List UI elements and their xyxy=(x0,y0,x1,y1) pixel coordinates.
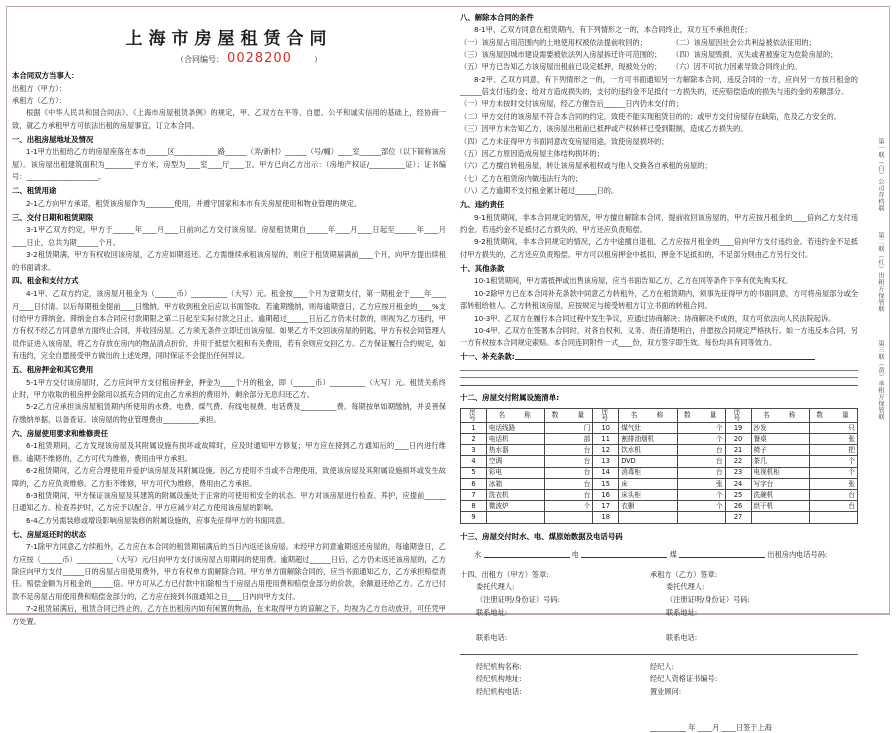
lessee-address[interactable]: 联系地址: xyxy=(666,608,698,618)
cell-quantity-unit[interactable] xyxy=(545,512,593,523)
lessee-sign-heading[interactable]: 承租方（乙方）签章: xyxy=(650,569,718,579)
section-9-heading: 九、违约责任 xyxy=(460,199,505,209)
cell-quantity-unit[interactable]: 台 xyxy=(677,456,725,467)
cell-index: 19 xyxy=(725,422,751,433)
lessor-agent[interactable]: 委托代理人: xyxy=(476,582,515,592)
section-8-cond-2a: （三）该房屋因城市建设需要被依法列入房屋拆迁许可范围的； xyxy=(460,49,662,59)
cell-index: 4 xyxy=(461,456,487,467)
cell-item-name xyxy=(619,512,678,523)
section-9-para-1: 9-1租赁期间，非本合同规定的情况，甲方擅自解除本合同，提前收回该房屋的，甲方应按月租金的____倍向乙方支付违约金。若违约金不足抵付乙方损失的，甲方还应负责赔偿。 xyxy=(460,212,858,235)
cell-index: 26 xyxy=(725,501,751,512)
cell-index: 23 xyxy=(725,467,751,478)
lessor-phone[interactable]: 联系电话: xyxy=(476,632,508,642)
cell-index: 9 xyxy=(461,512,487,523)
section-10-para-2: 10-2除甲方已在本合同补充条款中同意乙方转租外，乙方在租赁期内，须事先征得甲方的书面同意，方可将房屋部分或全部转租给他人。乙方转租该房屋，应按规定与接受转租方订立书面的转租合同。 xyxy=(460,288,858,311)
phone-label: 出租房内电话号码: xyxy=(767,550,828,560)
section-8-item-7: （七）乙方在租赁房内做违法行为的； xyxy=(460,173,583,183)
contract-number-line xyxy=(12,51,446,66)
th-qty-3: 数 量 xyxy=(810,408,858,422)
cell-quantity-unit[interactable]: 把 xyxy=(810,445,858,456)
section-6-para-1: 6-1租赁期间，乙方发现该房屋及其附属设施有损坏或故障时，应及时通知甲方修复；甲方应在接到乙方通知后的____日内进行维修。逾期不维修的，乙方可代为维修，费用由甲方承担。 xyxy=(12,441,446,463)
th-name-2: 名 称 xyxy=(619,408,678,422)
broker-divider xyxy=(460,654,858,655)
section-7-para-1: 7-1除甲方同意乙方续租外，乙方应在本合同的租赁期届满后的当日内返还该房屋。未经甲方同意逾期返还房屋的，每逾期壹日，乙方应按（______币）__________（大写）元/日向甲方支付该房屋占用期间的使用费。逾期超过______日后，乙方仍未返还该房屋的，乙方除应向甲方支付______日的房屋占用使用费外，甲方有权单方面解除合同。甲方单方面解除合同的，应当书面通知乙方，乙方承担赔偿责任。赔偿金额为月租金的______倍。甲方可从乙方已付款中扣除相当于房屋占用使用费和赔偿金部分的价款，余额退还给乙方。乙方已付款不足房屋占用使用费和赔偿金部分的，乙方应在接到书面通知之日____日内向甲方支付。 xyxy=(12,542,446,601)
th-no-2: 序 号 xyxy=(593,408,619,422)
cell-quantity-unit[interactable]: 台 xyxy=(677,467,725,478)
lessee-sig-spacer xyxy=(650,620,850,632)
section-8-cond-1b: （二）该房屋因社会公共利益被依法征用的； xyxy=(672,37,816,47)
cell-index: 24 xyxy=(725,478,751,489)
cell-quantity-unit[interactable]: 台 xyxy=(545,489,593,500)
cell-quantity-unit[interactable]: 个 xyxy=(677,501,725,512)
table-row xyxy=(461,512,858,523)
cell-index: 6 xyxy=(461,478,487,489)
lessor-sign-heading[interactable]: 十四、出租方（甲方）签章: xyxy=(460,569,549,579)
section-10-para-4: 10-4甲、乙双方在签署本合同时，对各自权利、义务、责任清楚明白，并愿按合同规定严格执行。如一方违反本合同，另一方有权按本合同规定索赔。本合同连同附件一式____份，双方签字即生效。每份均具有同等效力。 xyxy=(460,325,858,348)
cell-index: 18 xyxy=(593,512,619,523)
cell-item-name: 餐桌 xyxy=(751,434,810,445)
section-8-item-2: （二）甲方交付的该房屋不符合本合同的约定，致使不能实现租赁目的的；或甲方交付房屋存在缺陷，危及乙方安全的。 xyxy=(460,111,841,121)
cell-quantity-unit[interactable]: 张 xyxy=(810,478,858,489)
section-10-para-1: 10-1租赁期间，甲方需抵押或出售该房屋，应当书面告知乙方，乙方在同等条件下享有优先购买权。 xyxy=(474,276,793,286)
cell-index: 22 xyxy=(725,456,751,467)
cell-index: 14 xyxy=(593,467,619,478)
lessee-id-no[interactable]: （注册证明/身份证）号码: xyxy=(666,595,750,605)
broker-person-column xyxy=(650,661,850,699)
side-strip-copy-1: 第一联（白）公司存档联 xyxy=(877,138,884,212)
table-row xyxy=(461,501,858,512)
th-name-1: 名 称 xyxy=(486,408,545,422)
lessee-agent[interactable]: 委托代理人: xyxy=(666,582,705,592)
section-8-condition-row xyxy=(460,49,858,61)
section-6-para-3: 6-3租赁期间，甲方保证该房屋及其建筑的附属设施处于正常的可使用和安全的状态。甲方对该房屋进行检查、养护，应提前______日通知乙方。检查养护时，乙方应予以配合。甲方应减少对乙方使用该房屋的影响。 xyxy=(12,490,446,513)
th-name-3: 名 称 xyxy=(751,408,810,422)
section-8-item-3: （三）因甲方未告知乙方，该房屋出租前已抵押或产权转移已受到限制，造成乙方损失的。 xyxy=(460,124,748,134)
cell-quantity-unit[interactable]: 部 xyxy=(545,434,593,445)
electric-input[interactable] xyxy=(581,549,667,558)
right-column xyxy=(460,10,858,733)
cell-item-name: 饮水机 xyxy=(619,445,678,456)
lessor-signature-column xyxy=(460,569,640,645)
lessee-signature-column xyxy=(650,569,850,645)
th-no-3: 序 号 xyxy=(725,408,751,422)
cell-index: 1 xyxy=(461,422,487,433)
lessee-line: 承租方（乙方）： xyxy=(12,96,66,106)
contract-number-value: 0028200 xyxy=(227,51,292,66)
cell-quantity-unit[interactable]: 台 xyxy=(545,456,593,467)
cell-index: 27 xyxy=(725,512,751,523)
cell-quantity-unit[interactable]: 个 xyxy=(810,456,858,467)
broker-name[interactable]: 经纪人: xyxy=(650,661,674,671)
cell-index: 10 xyxy=(593,422,619,433)
page-frame-left xyxy=(6,6,7,615)
cell-item-name: 床头柜 xyxy=(619,489,678,500)
lessee-phone[interactable]: 联系电话: xyxy=(666,632,698,642)
cell-index: 21 xyxy=(725,445,751,456)
cell-quantity-unit[interactable] xyxy=(810,512,858,523)
cell-quantity-unit[interactable]: 台 xyxy=(810,501,858,512)
section-8-condition-row xyxy=(460,61,858,73)
section-6-para-2: 6-2租赁期间，乙方应合理使用并爱护该房屋及其附属设施。因乙方使用不当或不合理使用，致使该房屋及其附属设施损坏或发生故障的，乙方应负责维修。乙方拒不维修，甲方可代为维修，费用由乙方承担。 xyxy=(12,466,446,488)
signature-block xyxy=(460,569,858,647)
lessor-address[interactable]: 联系地址: xyxy=(476,608,508,618)
cell-item-name: 沙发 xyxy=(751,422,810,433)
cell-index: 13 xyxy=(593,456,619,467)
page-title: 上海市房屋租赁合同 xyxy=(125,29,333,49)
cell-item-name: 热水器 xyxy=(486,445,545,456)
section-3-para-1: 3-1甲乙双方约定，甲方于______年____月____日前向乙方交付该房屋。房屋租赁期自______年____月____日起至______年____月____日止，总共为期______个月。 xyxy=(12,225,446,247)
cell-item-name: 衣橱 xyxy=(619,501,678,512)
cell-quantity-unit[interactable]: 个 xyxy=(545,501,593,512)
cell-item-name: 电话线路 xyxy=(486,422,545,433)
table-row xyxy=(461,434,858,445)
cell-item-name: 写字台 xyxy=(751,478,810,489)
gas-input[interactable] xyxy=(679,549,765,558)
section-7-heading: 七、房屋返还时的状态 xyxy=(12,529,86,539)
cell-item-name: 彩电 xyxy=(486,467,545,478)
table-row xyxy=(461,445,858,456)
section-8-heading: 八、解除本合同的条件 xyxy=(460,12,534,22)
table-row xyxy=(461,422,858,433)
section-6-heading: 六、房屋使用要求和维修责任 xyxy=(12,428,109,438)
page-content xyxy=(12,10,884,732)
section-8-para-2: 8-2甲、乙双方同意，有下列情形之一的，一方可书面通知另一方解除本合同，违反合同的一方，应向另一方按月租金的______倍支付违约金；给对方造成损失的，支付的违约金不足抵付一方损失的，还应赔偿造成的损失与违约金的差额部分。 xyxy=(460,74,858,97)
cell-item-name xyxy=(751,512,810,523)
cell-quantity-unit[interactable]: 个 xyxy=(810,467,858,478)
cell-quantity-unit[interactable]: 个 xyxy=(677,422,725,433)
appliance-list-heading: 十二、房屋交付附属设施清单: xyxy=(460,392,560,402)
section-8-item-1: （一）甲方未按时交付该房屋，经乙方催告后______日内仍未交付的； xyxy=(460,99,683,109)
cell-item-name: 烘干机 xyxy=(751,501,810,512)
cell-index: 16 xyxy=(593,489,619,500)
cell-item-name: 割排油烟机 xyxy=(619,434,678,445)
section-11-heading xyxy=(460,351,858,364)
cell-index: 7 xyxy=(461,489,487,500)
cell-index: 15 xyxy=(593,478,619,489)
cell-item-name: 洗衣机 xyxy=(486,489,545,500)
supplement-label: 十一、补充条款: xyxy=(460,352,515,362)
section-5-heading: 五、租房押金和其它费用 xyxy=(12,364,94,374)
cell-item-name: 电话机 xyxy=(486,434,545,445)
th-qty-1: 数 量 xyxy=(545,408,593,422)
section-8-cond-1a: （一）该房屋占用范围内的土地使用权被依法提前收回的； xyxy=(460,37,647,47)
supplement-field-2[interactable] xyxy=(460,370,858,371)
page-frame-right xyxy=(889,6,890,615)
cell-item-name: 空调 xyxy=(486,456,545,467)
section-8-item-4: （四）乙方未征得甲方书面同意改变房屋用途，致使房屋损坏的； xyxy=(460,136,669,146)
table-header-row xyxy=(461,408,858,422)
agency-address[interactable]: 经纪机构地址: xyxy=(476,674,522,684)
contract-number-label: （合同编号： xyxy=(176,55,225,64)
cell-quantity-unit[interactable]: 张 xyxy=(677,478,725,489)
cell-index: 11 xyxy=(593,434,619,445)
water-label: 水 xyxy=(474,550,482,560)
section-3-para-2: 3-2租赁期满，甲方有权收回该房屋，乙方应如期返还。乙方需继续承租该房屋的，则应于租赁期届满前____个月，向甲方提出续租的书面请求。 xyxy=(12,250,446,272)
cell-index: 2 xyxy=(461,434,487,445)
section-8-item-5: （五）因乙方原因造成房屋主体结构损坏的； xyxy=(460,148,604,158)
supplement-field-3[interactable] xyxy=(460,377,858,378)
cell-quantity-unit[interactable]: 个 xyxy=(677,434,725,445)
page-frame-top xyxy=(6,6,890,7)
water-input[interactable] xyxy=(484,549,570,558)
cell-item-name: 电视机柜 xyxy=(751,467,810,478)
section-6-para-4: 6-4乙方另需装修或增设影响房屋装修的附属设施的，应事先征得甲方的书面同意。 xyxy=(26,515,290,525)
cell-item-name: 洗碗机 xyxy=(751,489,810,500)
left-column xyxy=(12,10,446,628)
section-1-heading: 一、出租房屋地址及情况 xyxy=(12,134,94,144)
cell-quantity-unit[interactable]: 台 xyxy=(677,445,725,456)
section-2-para-1: 2-1乙方向甲方承诺，租赁该房屋作为________使用，并遵守国家和本市有关房屋使用和物业管理的规定。 xyxy=(26,198,362,208)
section-1-para-1: 1-1甲方出租给乙方的房屋座落在本市______区____________路______（弄/新村）______（号/幢）____室______部位（以下简称该房屋）。该房屋出租建筑面积为________平方米，房型为____室____厅____卫。甲方已向乙方出示：（房地产权证/__________证）；证书编号：____________________。 xyxy=(12,147,446,182)
lessor-sig-spacer xyxy=(460,620,640,632)
th-qty-2: 数 量 xyxy=(677,408,725,422)
parties-heading: 本合同双方当事人： xyxy=(12,71,79,80)
broker-cert-no[interactable]: 经纪人资格证书编号: xyxy=(650,674,718,684)
cell-quantity-unit[interactable]: 门 xyxy=(545,422,593,433)
cell-item-name: 消毒柜 xyxy=(619,467,678,478)
cell-index: 12 xyxy=(593,445,619,456)
supplement-field-1[interactable] xyxy=(515,351,815,360)
table-row xyxy=(461,489,858,500)
supplement-divider xyxy=(460,385,858,386)
section-9-para-2: 9-2租赁期间，非本合同规定的情况，乙方中途擅自退租，乙方应按月租金的____倍向甲方支付违约金。若违约金不足抵付甲方损失的，乙方还应负责赔偿。甲方可以租房押金中抵扣，押金不足抵扣的，不足部分则由乙方另行交付。 xyxy=(460,237,858,259)
section-8-item-8: （八）乙方逾期不支付租金累计超过______日的。 xyxy=(460,186,619,196)
section-8-condition-row xyxy=(460,37,858,49)
section-5-para-2: 5-2乙方应承担该房屋租赁期内所使用的水费、电费、煤气费、有线电视费、电话费及__________费。每期按单如期缴纳，并妥善保存缴纳单据，以备查证。该房屋的物业管理费由__________承担。 xyxy=(12,402,446,424)
cell-item-name: DVD xyxy=(619,456,678,467)
cell-item-name: 煤气灶 xyxy=(619,422,678,433)
broker-block xyxy=(460,661,858,701)
cell-quantity-unit[interactable]: 台 xyxy=(545,467,593,478)
cell-item-name: 冰箱 xyxy=(486,478,545,489)
lessor-line: 出租方（甲方）： xyxy=(12,83,66,93)
th-no-1: 序 号 xyxy=(461,408,487,422)
section-4-heading: 四、租金和支付方式 xyxy=(12,276,79,286)
cell-index: 3 xyxy=(461,445,487,456)
section-3-heading: 三、交付日期和租赁期限 xyxy=(12,212,94,222)
contract-number-close: ） xyxy=(313,55,322,64)
cell-index: 20 xyxy=(725,434,751,445)
meters-heading: 十三、房屋交付时水、电、煤原始数据及电话号码 xyxy=(460,531,623,541)
cell-item-name: 床 xyxy=(619,478,678,489)
section-2-heading: 二、租赁用途 xyxy=(12,186,57,196)
section-8-cond-2b: （四）该房屋毁损、灭失或者被鉴定为危险房屋的； xyxy=(672,49,838,59)
cell-index: 17 xyxy=(593,501,619,512)
meters-row xyxy=(460,549,858,561)
broker-consultant[interactable]: 置业顾问: xyxy=(650,687,682,697)
electric-label: 电 xyxy=(571,550,579,560)
section-4-para-1: 4-1甲、乙双方约定，该房屋月租金为（______币）__________（大写）元。租金按____个月为壹期支付，第一期租金于____年____月____日付清。以后每期租金提前____日缴纳，甲方收到租金后应以书面签收。若逾期缴纳，则每逾期壹日，乙方应按月租金的____%支付给甲方滞纳金。滞纳金自本合同应付款期限之第二日起至实际付款之日止。逾期超过______日后乙方仍未付款的，则视为乙方违约，甲方有权不经乙方同意单方面终止合同，并收回房屋。乙方须无条件立即迁出该房屋。如果乙方不交回该房屋的钥匙，甲方有权会同管理人员作证进入该房屋，将乙方存放在房内的物品清点折价，并用于抵偿欠租和有关费用，若有余则应交回乙方。乙方保证履行合约规定，如有违约，完全自愿接受甲方做出的上述处理，同时保证不会提出任何异议。 xyxy=(12,289,446,361)
side-strip-copy-3: 第三联（黄）承租方保管联 xyxy=(877,340,884,421)
cell-quantity-unit[interactable]: 只 xyxy=(810,422,858,433)
cell-quantity-unit[interactable]: 张 xyxy=(810,434,858,445)
section-8-cond-3b: （六）因不可抗力因素导致合同终止的。 xyxy=(672,62,802,72)
cell-item-name xyxy=(486,512,545,523)
cell-quantity-unit[interactable]: 个 xyxy=(677,489,725,500)
appliance-table xyxy=(460,408,858,524)
section-8-item-6: （六）乙方擅自转租房屋，转让该房屋承租权或与他人交换各自承租的房屋的； xyxy=(460,161,712,171)
section-7-para-2: 7-2租赁届满后，租赁合同已终止的，乙方在出租房内如有闲置的物品，在未取得甲方的谅解之下，均视为乙方自动放开，可任凭甲方处置。 xyxy=(12,604,446,626)
section-5-para-1: 5-1甲方交付该房屋时，乙方应向甲方支付租房押金，押金为____个月的租金，即（______币）__________（大写）元。租赁关系终止时，甲方收取的租房押金除用以抵充合同的定由乙方承担的费用外，剩余部分无息归还乙方。 xyxy=(12,377,446,400)
lessor-id-no[interactable]: （注册证明/身份证）号码: xyxy=(476,595,560,605)
preamble: 根据《中华人民共和国合同法》、《上海市房屋租赁条例》的规定，甲、乙双方在平等、自愿、公平和诚实信用的基础上，经协商一致，就乙方承租甲方可依法出租的房屋事宜，订立本合同。 xyxy=(12,108,446,130)
gas-label: 煤 xyxy=(669,550,677,560)
broker-agency-column xyxy=(460,661,640,699)
section-8-para-1: 8-1甲、乙双方同意在租赁期内，有下列情形之一的，本合同终止，双方互不承担责任； xyxy=(474,25,752,35)
cell-item-name: 微波炉 xyxy=(486,501,545,512)
section-8-cond-3a: （五）甲方已告知乙方该房屋出租前已设定抵押，现被处分的； xyxy=(460,62,662,72)
section-10-heading: 十、其他条款 xyxy=(460,263,505,273)
section-10-para-3: 10-3甲、乙双方在履行本合同过程中发生争议，应通过协商解决；协商解决不成的，双方可依法向人民法院起诉。 xyxy=(474,313,836,323)
cell-quantity-unit[interactable]: 台 xyxy=(545,478,593,489)
table-row xyxy=(461,467,858,478)
side-strip-copy-2: 第二联（红）出租方保管联 xyxy=(877,232,884,313)
cell-quantity-unit[interactable]: 台 xyxy=(545,445,593,456)
signing-date-line[interactable]: __________ 年 ____月 ____日签于上海 xyxy=(650,722,772,732)
cell-item-name: 茶几 xyxy=(751,456,810,467)
cell-index: 25 xyxy=(725,489,751,500)
cell-quantity-unit[interactable] xyxy=(677,512,725,523)
agency-phone[interactable]: 经纪机构电话: xyxy=(476,687,522,697)
table-row xyxy=(461,478,858,489)
table-row xyxy=(461,456,858,467)
cell-quantity-unit[interactable]: 台 xyxy=(810,489,858,500)
agency-name[interactable]: 经纪机构名称: xyxy=(476,661,522,671)
cell-index: 5 xyxy=(461,467,487,478)
cell-item-name: 椅子 xyxy=(751,445,810,456)
cell-index: 8 xyxy=(461,501,487,512)
